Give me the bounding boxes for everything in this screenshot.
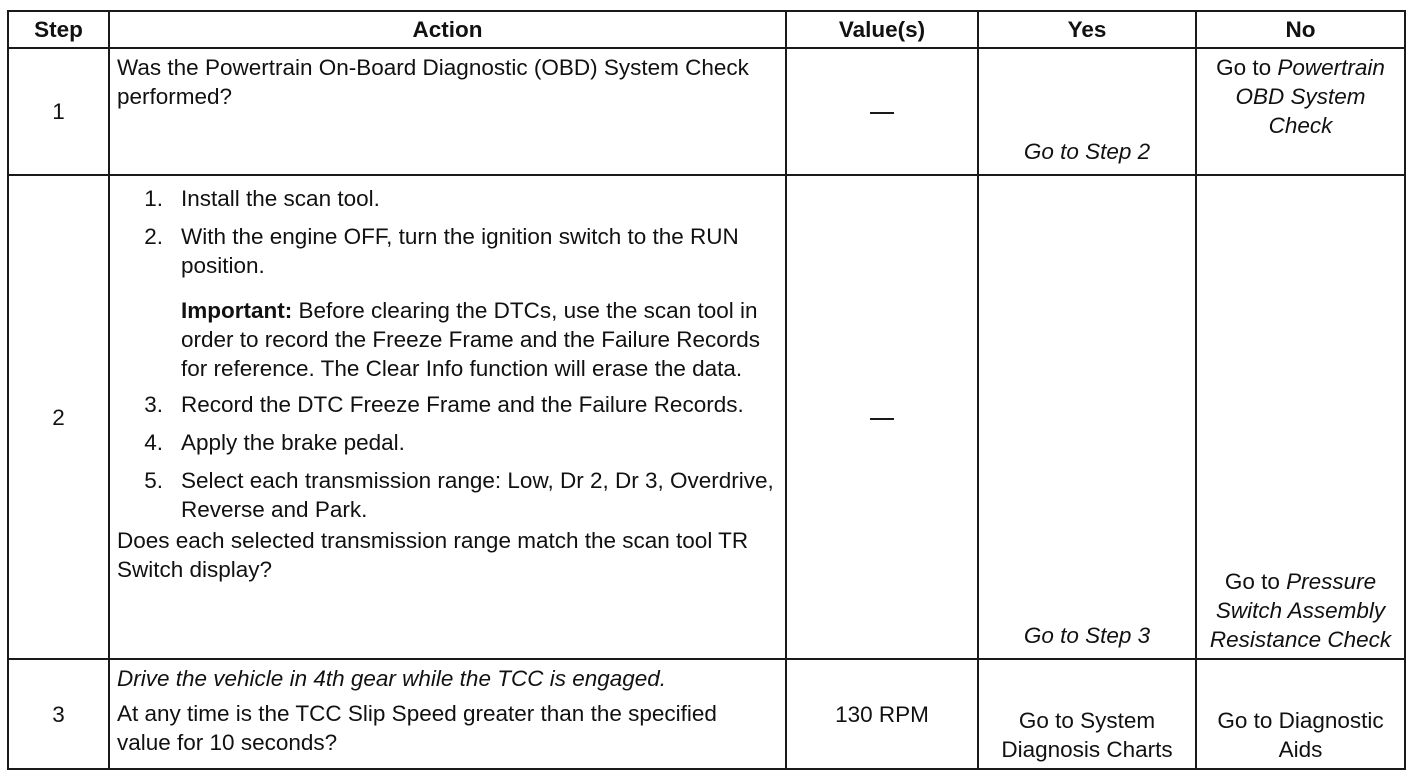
yes-cell <box>978 175 1196 659</box>
list-item-number: 4. <box>144 430 163 455</box>
table-row <box>8 175 1405 659</box>
header-action: Action <box>109 11 786 48</box>
step-number: 2 <box>8 175 109 659</box>
step-number: 1 <box>8 48 109 175</box>
list-item-number: 2. <box>144 224 163 249</box>
no-link[interactable]: Pressure Switch Assembly Resistance Check <box>1209 569 1392 652</box>
list-item-text: Record the DTC Freeze Frame and the Failure Records. <box>181 392 744 417</box>
no-cell <box>1196 659 1405 769</box>
yes-link[interactable]: Go to System Diagnosis Charts <box>1001 708 1173 762</box>
list-item <box>117 390 775 419</box>
table-row <box>8 48 1405 175</box>
diagnostic-table <box>7 10 1406 770</box>
value-dash <box>870 112 894 114</box>
no-link[interactable]: Go to Diagnostic Aids <box>1217 708 1384 762</box>
yes-cell <box>978 659 1196 769</box>
no-cell <box>1196 48 1405 175</box>
action-question: Does each selected transmission range match the scan tool TR Switch display? <box>117 528 749 582</box>
yes-link[interactable]: Go to Step 2 <box>1023 139 1151 164</box>
value-text: 130 RPM <box>835 701 929 727</box>
action-question: At any time is the TCC Slip Speed greater than the specified value for 10 seconds? <box>117 701 717 755</box>
value-dash <box>870 418 894 420</box>
header-yes: Yes <box>978 11 1196 48</box>
list-item <box>117 428 775 457</box>
action-cell <box>109 175 786 659</box>
no-prefix: Go to <box>1224 569 1280 594</box>
list-item-text: Select each transmission range: Low, Dr 2, Dr 3, Overdrive, Reverse and Park. <box>181 468 774 522</box>
important-label: Important: <box>181 298 293 323</box>
value-cell <box>786 175 978 659</box>
action-text: Was the Powertrain On-Board Diagnostic (OBD) System Check performed? <box>117 55 749 109</box>
no-prefix: Go to <box>1216 55 1272 80</box>
list-item-text: Install the scan tool. <box>181 186 380 211</box>
list-item-number: 5. <box>144 468 163 493</box>
list-item-number: 3. <box>144 392 163 417</box>
no-link[interactable]: Powertrain OBD System Check <box>1235 55 1385 138</box>
important-note <box>117 296 775 383</box>
list-item-text: With the engine OFF, turn the ignition switch to the RUN position. <box>181 224 739 278</box>
no-cell <box>1196 175 1405 659</box>
step-number: 3 <box>8 659 109 769</box>
procedure-list-continued <box>117 390 775 524</box>
action-cell <box>109 48 786 175</box>
list-item <box>117 466 775 524</box>
list-item-number: 1. <box>144 186 163 211</box>
list-item-text: Apply the brake pedal. <box>181 430 405 455</box>
yes-cell <box>978 48 1196 175</box>
list-item <box>117 222 775 280</box>
important-text: Before clearing the DTCs, use the scan tool in order to record the Freeze Frame and the Failure Records for reference. The Clear Info function will erase the data. <box>181 298 761 381</box>
value-cell <box>786 659 978 769</box>
yes-link[interactable]: Go to Step 3 <box>1023 623 1151 648</box>
action-instruction: Drive the vehicle in 4th gear while the TCC is engaged. <box>117 666 667 691</box>
header-step: Step <box>8 11 109 48</box>
action-cell <box>109 659 786 769</box>
header-no: No <box>1196 11 1405 48</box>
header-row <box>8 11 1405 48</box>
table-row <box>8 659 1405 769</box>
procedure-list <box>117 184 775 280</box>
value-cell <box>786 48 978 175</box>
header-values: Value(s) <box>786 11 978 48</box>
list-item <box>117 184 775 213</box>
